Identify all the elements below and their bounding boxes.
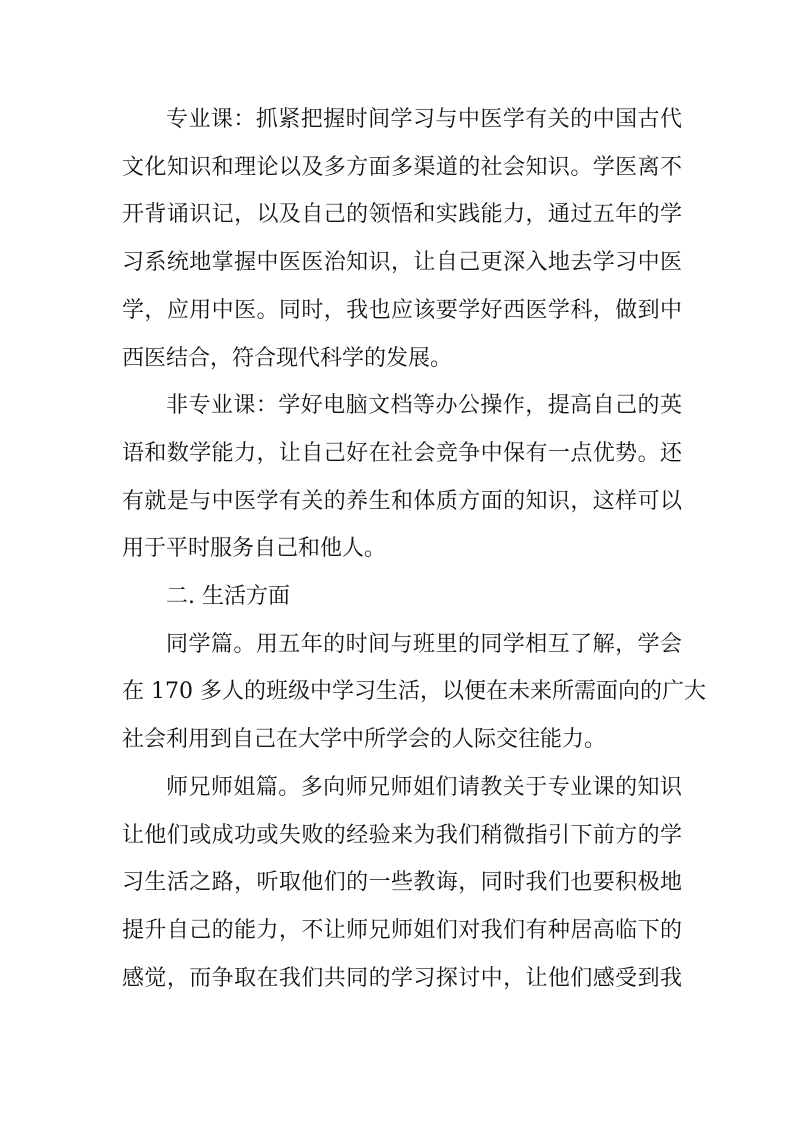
- text-line: 用于平时服务自己和他人。: [122, 536, 387, 562]
- section-heading-text: 二. 生活方面: [166, 584, 290, 610]
- text-line: 开背诵识记，以及自己的领悟和实践能力，通过五年的学: [122, 202, 682, 228]
- text-line: 文化知识和理论以及多方面多渠道的社会知识。学医离不: [122, 154, 682, 180]
- text-line: 提升自己的能力，不让师兄师姐们对我们有种居高临下的: [122, 917, 682, 943]
- text-line: 学，应用中医。同时，我也应该要学好西医学科，做到中: [122, 297, 682, 323]
- text-line: 习生活之路，听取他们的一些教诲，同时我们也要积极地: [122, 870, 682, 896]
- section-heading-life: [122, 573, 682, 621]
- text-line: 语和数学能力，让自己好在社会竞争中保有一点优势。还: [122, 440, 682, 466]
- text-line: 专业课：抓紧把握时间学习与中医学有关的中国古代: [166, 107, 682, 132]
- text-line: 感觉，而争取在我们共同的学习探讨中，让他们感受到我: [122, 965, 682, 991]
- paragraph-classmates: [122, 621, 706, 764]
- text-line: 非专业课：学好电脑文档等办公操作，提高自己的英: [166, 393, 682, 419]
- text-line: 习系统地掌握中医医治知识，让自己更深入地去学习中医: [122, 250, 682, 276]
- text-line: 师兄师姐篇。多向师兄师姐们请教关于专业课的知识: [166, 774, 682, 800]
- paragraph-professional-courses: [122, 96, 682, 382]
- text-line: 同学篇。用五年的时间与班里的同学相互了解，学会: [166, 631, 682, 657]
- text-line: 社会利用到自己在大学中所学会的人际交往能力。: [122, 727, 607, 753]
- text-line: 有就是与中医学有关的养生和体质方面的知识，这样可以: [122, 488, 682, 514]
- paragraph-non-professional-courses: [122, 382, 682, 573]
- document-body: [122, 96, 706, 1002]
- text-line: 在 170 多人的班级中学习生活，以便在未来所需面向的广大: [122, 679, 706, 705]
- text-line: 让他们或成功或失败的经验来为我们稍微指引下前方的学: [122, 822, 682, 848]
- text-line: 西医结合，符合现代科学的发展。: [122, 345, 453, 371]
- paragraph-seniors: [122, 764, 682, 1003]
